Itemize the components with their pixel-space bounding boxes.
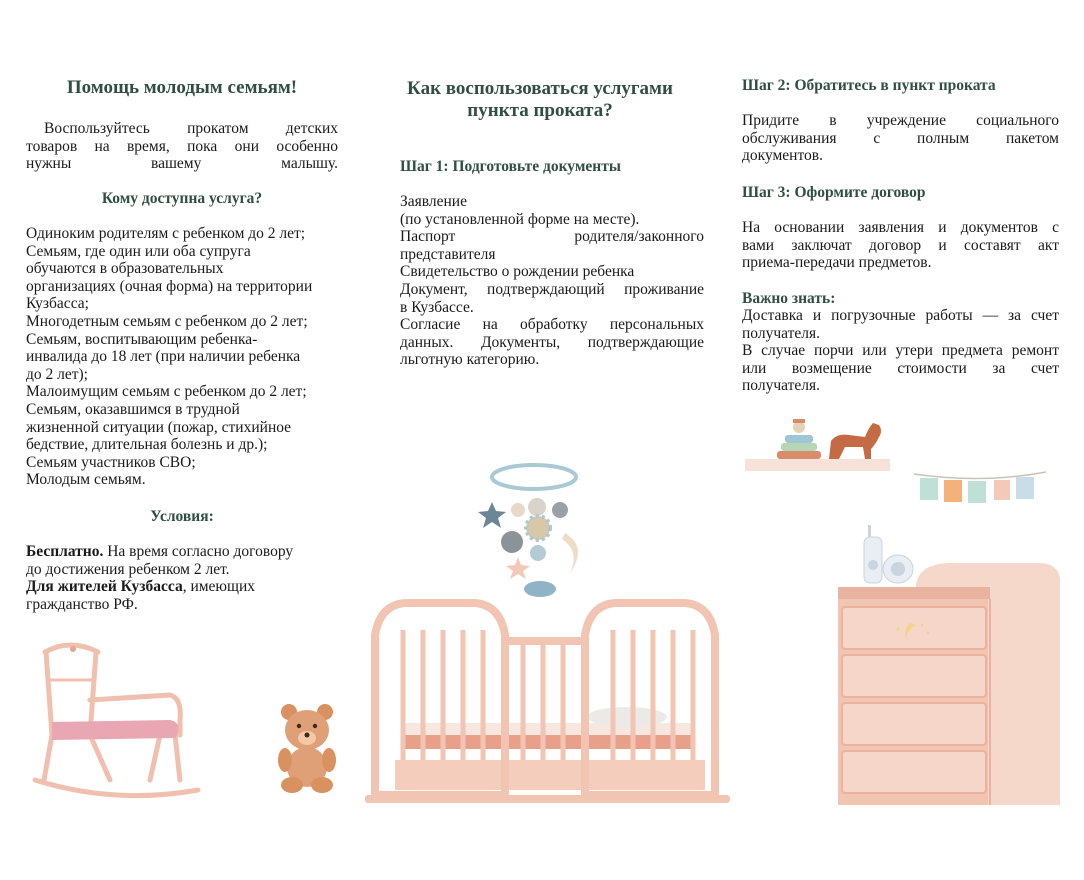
note-heading: Важно знать:: [742, 290, 836, 307]
col2-title-line2: пункта проката?: [467, 100, 613, 121]
note-text: [742, 307, 1059, 395]
col2-title-line1: Как воспользоваться услугами: [407, 78, 673, 99]
doc-line: Свидетельство о рождении ребенка: [400, 263, 635, 281]
cond-res-bold: Для жителей Кузбасса: [26, 578, 183, 596]
chair-knob: [70, 646, 76, 652]
doc-line: Документ, подтверждающий проживание: [400, 280, 704, 298]
rocking-chair-illustration: [30, 640, 205, 805]
toy-shelf-illustration: [745, 415, 893, 475]
cond-res-rest: , имеющих: [182, 578, 255, 596]
doc-line: представителя: [400, 245, 496, 263]
who-line: Многодетным семьям с ребенком до 2 лет;: [26, 312, 308, 330]
drawer-4: [842, 751, 986, 793]
doc-line: в Кузбассе.: [400, 298, 474, 316]
step2-text: [742, 112, 1059, 165]
who-line: Семьям, оказавшимся в трудной: [26, 400, 240, 418]
cond-free-rest: На время согласно договору: [103, 543, 294, 560]
who-line: обучаются в образовательных: [26, 260, 224, 278]
drawer-1: [842, 607, 986, 649]
step2-line: Придите в учреждение социального: [742, 112, 1059, 129]
cond-res-line2: гражданство РФ.: [26, 595, 138, 613]
step3-line: приема-передачи предметов.: [742, 254, 932, 272]
who-line: Одиноким родителям с ребенком до 2 лет;: [26, 225, 306, 242]
col2-title: [380, 78, 700, 122]
who-line: Семьям, воспитывающим ребенка-: [26, 330, 258, 348]
who-line: Молодым семьям.: [26, 471, 146, 489]
note-line: В случае порчи или утери предмета ремонт: [742, 342, 1059, 360]
who-line: жизненной ситуации (пожар, стихийное: [26, 418, 292, 436]
cond-free-bold: Бесплатно.: [26, 543, 104, 560]
note-line: получателя.: [742, 377, 820, 395]
step2-heading: Шаг 2: Обратитесь в пункт проката: [742, 77, 996, 94]
step3-line: вами заключат договор и составят акт: [742, 236, 1059, 254]
cond-res: [26, 578, 346, 596]
who-heading: Кому доступна услуга?: [101, 190, 263, 207]
doc-line: Заявление: [400, 193, 467, 210]
intro-line-3: нужны вашему малышу.: [26, 155, 338, 173]
who-line: инвалида до 18 лет (при наличии ребенка: [26, 348, 301, 366]
col1-title: Помощь молодым семьям!: [66, 77, 298, 98]
doc-line: Согласие на обработку персональных: [400, 316, 704, 334]
step1-heading: Шаг 1: Подготовьте документы: [400, 158, 621, 175]
cond-free: [26, 543, 346, 561]
who-line: Семьям участников СВО;: [26, 453, 196, 471]
intro-line-1: Воспользуйтесь прокатом детских: [44, 120, 338, 137]
who-line: организациях (очная форма) на территории: [26, 277, 313, 295]
step2-line: обслуживания с полным пакетом: [742, 129, 1059, 147]
star-icon: [478, 502, 506, 528]
note-line: получателя.: [742, 324, 820, 342]
who-list: [26, 225, 346, 489]
moon-icon: [562, 533, 578, 573]
who-line: бедствие, длительная болезнь и др.);: [26, 436, 268, 454]
drawer-3: [842, 703, 986, 745]
conditions-text: [26, 543, 346, 613]
who-line: до 2 лет);: [26, 365, 88, 383]
doc-line: льготную категорию.: [400, 351, 540, 369]
intro-line-2: товаров на время, пока они особенно: [26, 137, 338, 155]
who-line: Семьям, где один или оба супруга: [26, 242, 251, 260]
step3-line: На основании заявления и документов с: [742, 219, 1059, 236]
chair-cushion: [52, 720, 178, 740]
who-line: Малоимущим семьям с ребенком до 2 лет;: [26, 383, 307, 401]
baby-crib-illustration: [365, 595, 730, 810]
step2-line: документов.: [742, 147, 823, 165]
teddy-bear-illustration: [272, 700, 342, 795]
doc-line: Паспорт родителя/законного: [400, 228, 704, 246]
who-line: Кузбасса;: [26, 295, 89, 313]
toy-horse: [829, 423, 881, 459]
note-line: Доставка и погрузочные работы — за счет: [742, 307, 1059, 324]
drawer-2: [842, 655, 986, 697]
step3-heading: Шаг 3: Оформите договор: [742, 184, 926, 201]
garland-illustration: [912, 470, 1052, 510]
conditions-heading: Условия:: [150, 508, 214, 525]
col1-intro: [26, 120, 338, 173]
doc-line: данных. Документы, подтверждающие: [400, 333, 704, 351]
doc-line: (по установленной форме на месте).: [400, 210, 640, 228]
note-line: или возмещение стоимости за счет: [742, 359, 1059, 377]
chest-of-drawers-illustration: [838, 555, 1066, 810]
crib-mobile-illustration: [470, 455, 610, 605]
step3-text: [742, 219, 1059, 272]
step1-docs: [400, 193, 704, 369]
cond-free-line2: до достижения ребенком 2 лет.: [26, 560, 230, 578]
shelf-board: [745, 459, 890, 471]
